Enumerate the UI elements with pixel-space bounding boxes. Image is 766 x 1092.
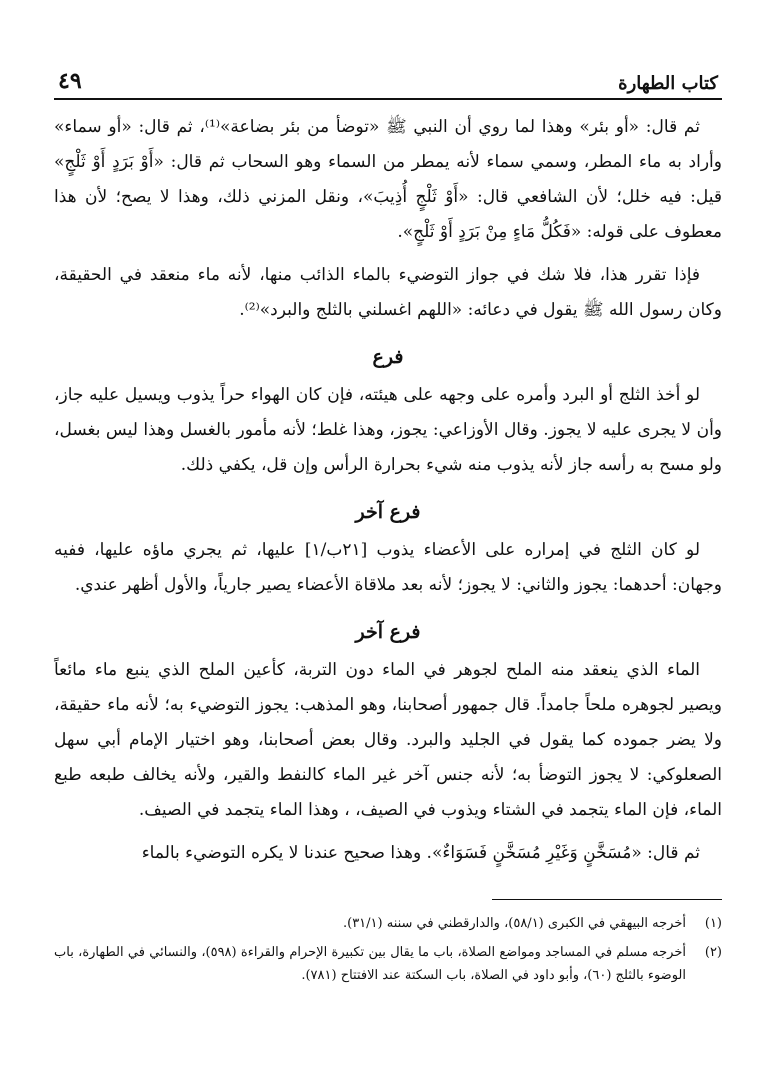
footnote-number: (٢) [704, 945, 722, 960]
footnote [54, 912, 722, 935]
paragraph: ثم قال: «أو بئر» وهذا لما روي أن النبي ﷺ «توضأ من بئر بضاعة»⁽¹⁾، ثم قال: «أو سماء» وأراد به ماء المطر، وسمي سماء لأنه يمطر من السماء وهو السحاب ثم قال: «أَوْ بَرَدٍ أَوْ ثَلْجٍ» قيل: فيه خلل؛ لأن الشافعي قال: «أَوْ ثَلْجٍ أُذِيبَ»، ونقل المزني ذلك، وهذا لا يصح؛ لأن هذا معطوف على قوله: «فَكُلُّ مَاءٍ مِنْ بَرَدٍ أَوْ ثَلْجٍ». [54, 117, 722, 242]
footnote-rule [492, 899, 722, 900]
section-heading: فرع آخر [355, 501, 421, 523]
footnote-number: (١) [704, 916, 722, 931]
book-title: كتاب الطهارة [618, 73, 718, 94]
paragraph: فإذا تقرر هذا، فلا شك في جواز التوضيء بالماء الذائب منها، لأنه ماء منعقد في الحقيقة، وكان رسول الله ﷺ يقول في دعائه: «اللهم اغسلني بالثلج والبرد»⁽²⁾. [54, 265, 722, 320]
header-rule [54, 98, 722, 100]
section-heading: فرع [372, 346, 404, 368]
section-heading: فرع آخر [355, 621, 421, 643]
paragraph: ثم قال: «مُسَخَّنٍ وَغَيْرِ مُسَخَّنٍ فَسَوَاءٌ». وهذا صحيح عندنا لا يكره التوضيء بالماء [141, 843, 700, 863]
page-number: ٤٩ [58, 68, 82, 94]
footnote-text: أخرجه مسلم في المساجد ومواضع الصلاة، باب ما يقال بين تكبيرة الإحرام والقراءة (٥٩٨)، والنسائي في الطهارة، باب الوضوء بالثلج (٦٠)، وأبو داود في الصلاة، باب السكتة عند الافتتاح (٧٨١). [54, 945, 686, 983]
paragraph: لو كان الثلج في إمراره على الأعضاء يذوب [٢١ب/١] عليها، ثم يجري ماؤه عليها، ففيه وجهان: أحدهما: يجوز والثاني: لا يجوز؛ لأنه بعد ملاقاة الأعضاء يصير جارياً، والأول أظهر عندي. [54, 540, 722, 595]
book-page [54, 58, 722, 993]
paragraph: لو أخذ الثلج أو البرد وأمره على وجهه على هيئته، فإن كان الهواء حراً يذوب ويسيل عليه جاز، وأن لا يجرى عليه لا يجوز. وقال الأوزاعي: يجوز، وهذا غلط؛ لأنه مأمور بالغسل وهذا ليس بغسل، ولو مسح به رأسه جاز لأنه يذوب منه شيء بحرارة الرأس وإن قل، يكفي ذلك. [54, 385, 722, 475]
footnote [54, 941, 722, 987]
running-header [54, 58, 722, 94]
paragraph: الماء الذي ينعقد منه الملح لجوهر في الماء دون التربة، كأعين الملح الذي ينبع ماء مائعاً ويصير لجوهره ملحاً جامداً. قال جمهور أصحابنا، وهو المذهب: يجوز التوضيء به؛ لأنه ماء حقيقة، ولا يضر جموده كما يقول في الجليد والبرد. وقال بعض أصحابنا، وهو اختيار الإمام أبي سهل الصعلوكي: لا يجوز التوضأ به؛ لأنه جنس آخر غير الماء كالنفط والقير، ولأنه يخالف طبعه طبع الماء، فإن الماء يتجمد في الشتاء ويذوب في الصيف، ، وهذا الماء يتجمد في الصيف. [54, 660, 722, 820]
footnote-text: أخرجه البيهقي في الكبرى (٥٨/١)، والدارقطني في سننه (٣١/١). [342, 916, 686, 931]
